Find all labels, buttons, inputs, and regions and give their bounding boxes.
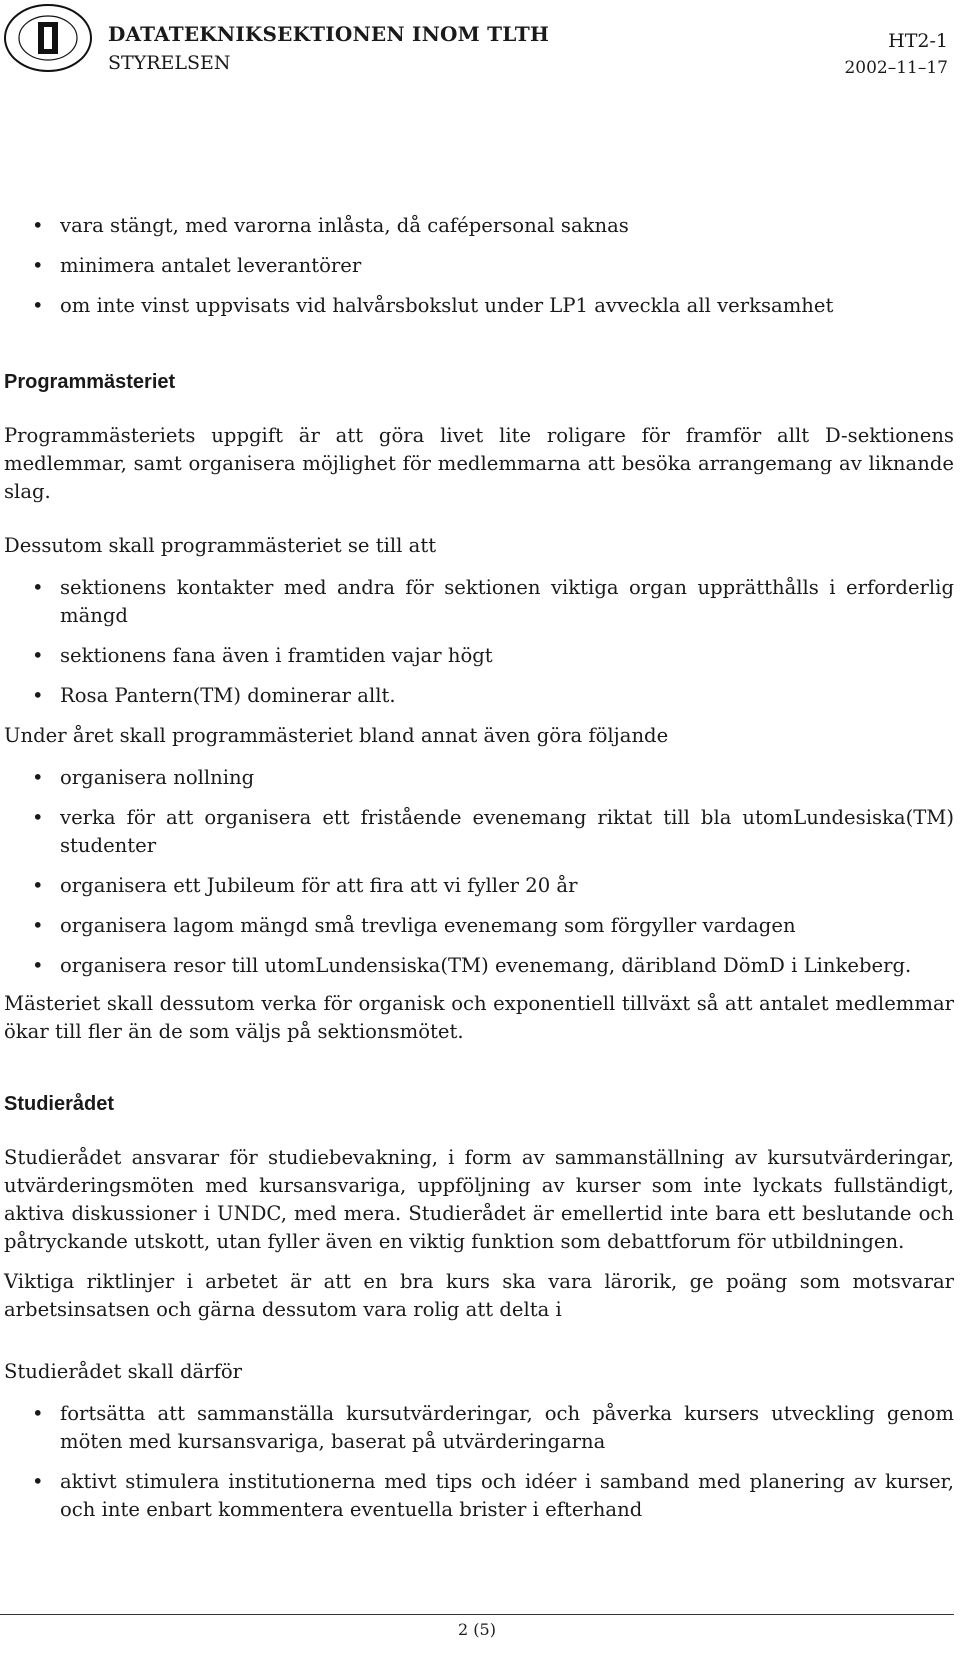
studieradet-list — [4, 1400, 954, 1524]
programmasteriet-list-2 — [4, 764, 954, 980]
paragraph: Viktiga riktlinjer i arbetet är att en bra kurs ska vara lärorik, ge poäng som motsvarar arbetsinsatsen och gärna dessutom vara rolig att delta i — [4, 1270, 954, 1321]
list-item: • Rosa Pantern(TM) dominerar allt. — [4, 682, 954, 710]
section-heading-programmasteriet: Programmästeriet — [4, 371, 176, 393]
page-number: 2 (5) — [458, 1620, 496, 1639]
list-item: • om inte vinst uppvisats vid halvårsbokslut under LP1 avveckla all verksamhet — [4, 292, 954, 320]
paragraph: Mästeriet skall dessutom verka för organisk och exponentiell tillväxt så att antalet medlemmar ökar till fler än de som väljs på sektionsmötet. — [4, 992, 954, 1043]
document-id: HT2-1 — [888, 30, 948, 52]
list-item: • sektionens kontakter med andra för sektionen viktiga organ upprätthålls i erforderlig mängd — [4, 574, 954, 630]
page-header — [0, 0, 960, 90]
paragraph: Studierådet skall därför — [4, 1360, 242, 1383]
list-item: • vara stängt, med varorna inlåsta, då cafépersonal saknas — [4, 212, 954, 240]
list-item: • verka för att organisera ett fristående evenemang riktat till bla utomLundesiska(TM) studenter — [4, 804, 954, 860]
list-item: • fortsätta att sammanställa kursutvärderingar, och påverka kursers utveckling genom möten med kursansvariga, baserat på utvärderingarna — [4, 1400, 954, 1456]
paragraph: Under året skall programmästeriet bland annat även göra följande — [4, 724, 669, 747]
programmasteriet-list-1 — [4, 574, 954, 710]
board-name: STYRELSEN — [108, 52, 231, 74]
list-item: • organisera ett Jubileum för att fira att vi fyller 20 år — [4, 872, 954, 900]
paragraph: Studierådet ansvarar för studiebevakning, i form av sammanställning av kursutvärderingar, utvärderingsmöten med kursansvariga, uppföljning av kurser som inte lyckats fullständigt, aktiva diskussioner i UNDC, med mera. Studierådet är emellertid inte bara ett beslutande och påtryckande utskott, utan fyller även en viktig funktion som debattforum för utbildningen. — [4, 1146, 954, 1253]
list-item: • organisera nollning — [4, 764, 954, 792]
paragraph: Dessutom skall programmästeriet se till att — [4, 534, 437, 557]
footer-rule — [0, 1614, 954, 1615]
list-item: • organisera lagom mängd små trevliga evenemang som förgyller vardagen — [4, 912, 954, 940]
intro-list — [4, 212, 954, 320]
document-date: 2002–11–17 — [844, 58, 948, 78]
paragraph: Programmästeriets uppgift är att göra livet lite roligare för framför allt D-sektionens medlemmar, samt organisera möjlighet för medlemmarna att besöka arrangemang av liknande slag. — [4, 424, 954, 503]
document-body — [4, 212, 954, 1524]
organization-name: DATATEKNIKSEKTIONEN INOM TLTH — [108, 22, 550, 46]
list-item: • minimera antalet leverantörer — [4, 252, 954, 280]
section-seal-logo — [2, 2, 94, 74]
section-heading-studieradet: Studierådet — [4, 1093, 115, 1115]
list-item: • sektionens fana även i framtiden vajar högt — [4, 642, 954, 670]
list-item: • organisera resor till utomLundensiska(TM) evenemang, däribland DömD i Linkeberg. — [4, 952, 954, 980]
list-item: • aktivt stimulera institutionerna med tips och idéer i samband med planering av kurser, och inte enbart kommentera eventuella brister i efterhand — [4, 1468, 954, 1524]
